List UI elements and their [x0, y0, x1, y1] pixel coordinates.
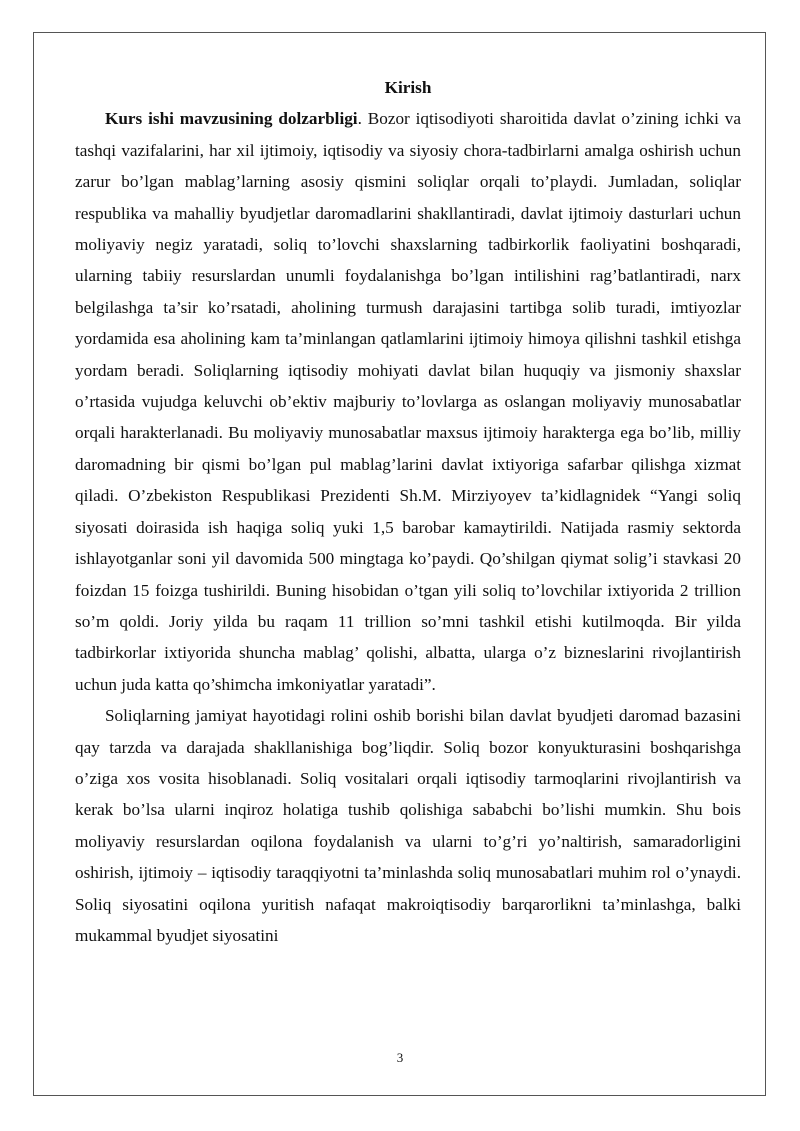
document-body [75, 72, 741, 951]
paragraph-2: Soliqlarning jamiyat hayotidagi rolini oshib borishi bilan davlat byudjeti daromad bazasini qay tarzda va darajada shakllanishiga bog’liqdir. Soliq bozor konyukturasini boshqarishga o’ziga xos vosita hisoblanadi. Soliq vositalari orqali iqtisodiy tarmoqlarini rivojlantirish va kerak bo’lsa ularni inqiroz holatiga tushib qolishiga sababchi bo’lishi mumkin. Shu bois moliyaviy resurslardan oqilona foydalanish va ularni to’g’ri yo’naltirish, samaradorligini oshirish, ijtimoiy – iqtisodiy taraqqiyotni ta’minlashda soliq munosabatlari muhim rol o’ynaydi. Soliq siyosatini oqilona yuritish nafaqat makroiqtisodiy barqarorlikni ta’minlashga, balki mukammal byudjet siyosatini [75, 706, 741, 945]
page-number: 3 [396, 1050, 404, 1065]
paragraph-1-text: . Bozor iqtisodiyoti sharoitida davlat o’zining ichki va tashqi vazifalarini, har xil ijtimoiy, iqtisodiy va siyosiy chora-tadbirlarni amalga oshirish uchun zarur bo’lgan mablag’larning asosiy qismini soliqlar orqali to’playdi. Jumladan, soliqlar respublika va mahalliy byudjetlar daromadlarini shakllantiradi, davlat ijtimoiy dasturlari uchun moliyaviy negiz yaratadi, soliq to’lovchi shaxslarning tadbirkorlik faoliyatini boshqaradi, ularning tabiiy resurslardan unumli foydalanishga bo’lgan intilishini rag’batlantiradi, narx belgilashga ta’sir ko’rsatadi, aholining turmush darajasini tartibga solib turadi, imtiyozlar yordamida esa aholining kam ta’minlangan qatlamlarini ijtimoiy himoya qilishni tashkil etishga yordam beradi. Soliqlarning iqtisodiy mohiyati davlat bilan huquqiy va jismoniy shaxslar o’rtasida vujudga keluvchi ob’ektiv majburiy to’lovlarga as oslangan moliyaviy munosabatlar orqali harakterlanadi. Bu moliyaviy munosabatlar maxsus ijtimoiy harakterga ega bo’lib, milliy daromadning bir qismi bo’lgan pul mablag’larini davlat ixtiyoriga safarbar qilishga xizmat qiladi. O’zbekiston Respublikasi Prezidenti Sh.M. Mirziyoyev ta’kidlagnidek “Yangi soliq siyosati doirasida ish haqiga soliq yuki 1,5 barobar kamaytirildi. Natijada rasmiy sektorda ishlayotganlar soni yil davomida 500 mingtaga ko’paydi. Qo’shilgan qiymat solig’i stavkasi 20 foizdan 15 foizga tushirildi. Buning hisobidan o’tgan yili soliq to’lovchilar ixtiyorida 2 trillion so’m qoldi. Joriy yilda bu raqam 11 trillion so’mni tashkil etishi kutilmoqda. Bir yilda tadbirkorlar ixtiyorida shuncha mablag’ qolishi, albatta, ularga o’z bizneslarini rivojlantirish uchun juda katta qo’shimcha imkoniyatlar yaratadi”. [75, 109, 741, 694]
paragraph-1 [75, 103, 741, 700]
section-title: Kirish [384, 78, 432, 97]
paragraph-lead: Kurs ishi mavzusining dolzarbligi [105, 109, 358, 129]
